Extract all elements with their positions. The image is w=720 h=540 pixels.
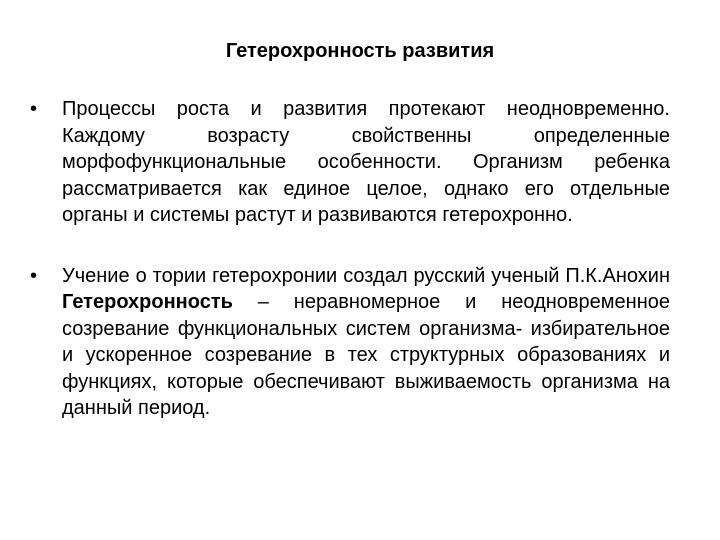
bullet-text-after: – неравномерное и неодновременное созревание функциональных систем организма- избирательное и ускоренное созревание в тех структурных образованиях и функциях, которые обеспечивают выживаемость организма на данный период. [62, 291, 670, 419]
bold-term: Гетерохронность [62, 291, 233, 313]
bullet-text: Процессы роста и развития протекают неодновременно. Каждому возрасту свойственны определенные морфофункциональные особенности. Организм ребенка рассматривается как единое целое, однако его отдельные органы и системы растут и развиваются гетерохронно. [62, 98, 670, 226]
bullet-item-anokhin-theory [30, 263, 670, 422]
bullet-item-development-processes [30, 96, 670, 229]
slide-title-text: Гетерохронность развития [225, 40, 495, 62]
bullet-text-before: Учение о тории гетерохронии создал русский ученый П.К.Анохин [62, 264, 670, 287]
bullet-marker: • [30, 264, 38, 287]
slide-title [0, 40, 720, 63]
bullet-marker: • [30, 98, 38, 120]
bullet-list [30, 96, 670, 422]
